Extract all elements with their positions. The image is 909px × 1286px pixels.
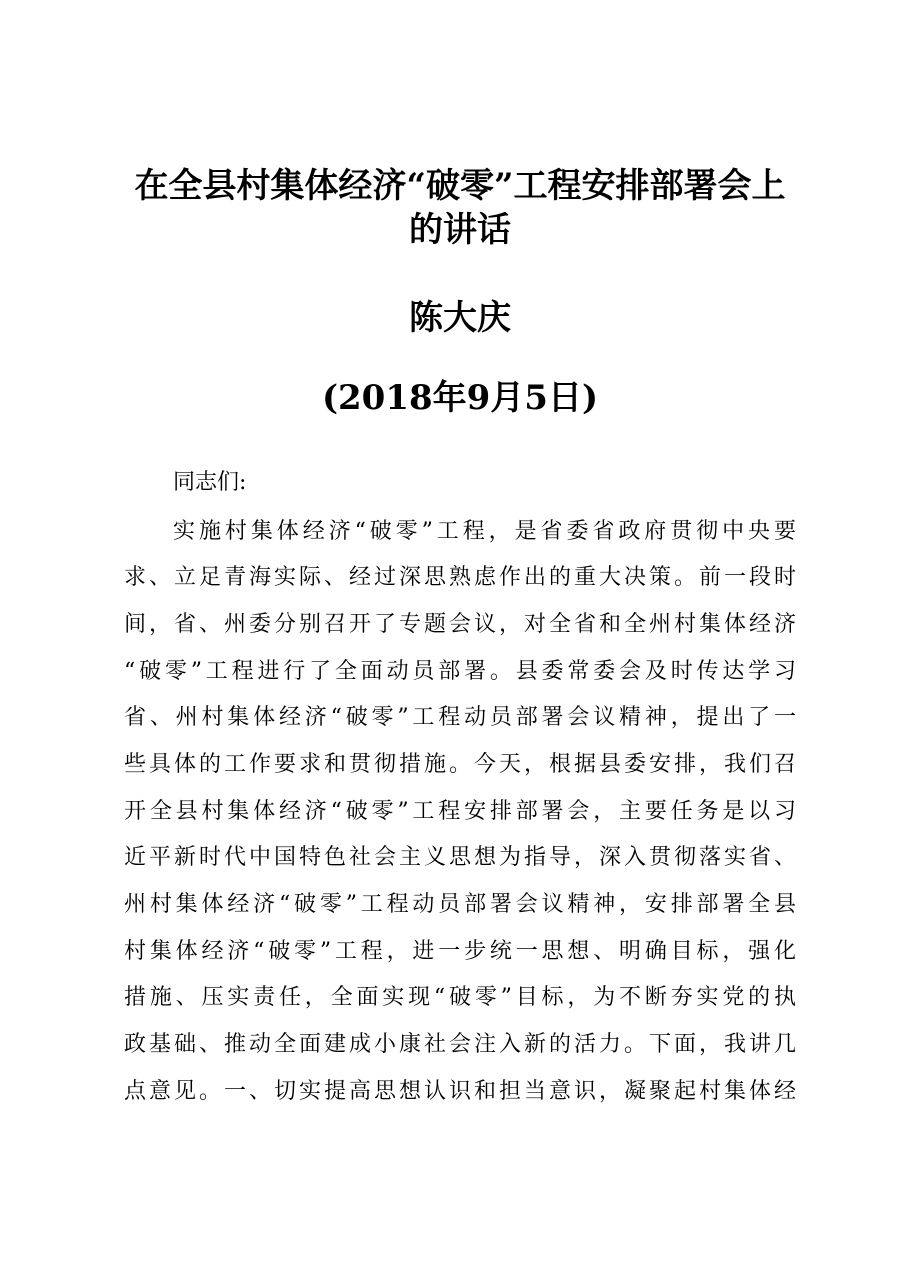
body-line: 点意见。一、切实提高思想认识和担当意识，凝聚起村集体经	[124, 1079, 796, 1104]
body-line: 开全县村集体经济“破零”工程安排部署会，主要任务是以习	[124, 799, 796, 824]
body-line: 实施村集体经济“破零”工程，是省委省政府贯彻中央要	[173, 519, 796, 544]
body-line: 措施、压实责任，全面实现“破零”目标，为不断夯实党的执	[124, 985, 796, 1010]
body-line: 近平新时代中国特色社会主义思想为指导，深入贯彻落实省、	[124, 845, 796, 870]
body-line: 政基础、推动全面建成小康社会注入新的活力。下面，我讲几	[124, 1032, 796, 1057]
body-line: 求、立足青海实际、经过深思熟虑作出的重大决策。前一段时	[124, 565, 796, 590]
body-line: 州村集体经济“破零”工程动员部署会议精神，安排部署全县	[124, 892, 796, 917]
body-line: “破零”工程进行了全面动员部署。县委常委会及时传达学习	[124, 659, 796, 684]
body-line: 间，省、州委分别召开了专题会议，对全省和全州村集体经济	[124, 612, 796, 637]
body-line: 些具体的工作要求和贯彻措施。今天，根据县委安排，我们召	[124, 752, 796, 777]
body-line: 省、州村集体经济“破零”工程动员部署会议精神，提出了一	[124, 705, 796, 730]
author-name: 陈大庆	[409, 298, 511, 338]
document-title-line-2: 的讲话	[409, 210, 511, 250]
document-title-line-1: 在全县村集体经济“破零”工程安排部署会上	[134, 166, 786, 206]
salutation: 同志们:	[173, 470, 247, 495]
body-line: 村集体经济“破零”工程，进一步统一思想、明确目标，强化	[124, 939, 796, 964]
speech-date: (2018年9月5日)	[321, 378, 599, 418]
